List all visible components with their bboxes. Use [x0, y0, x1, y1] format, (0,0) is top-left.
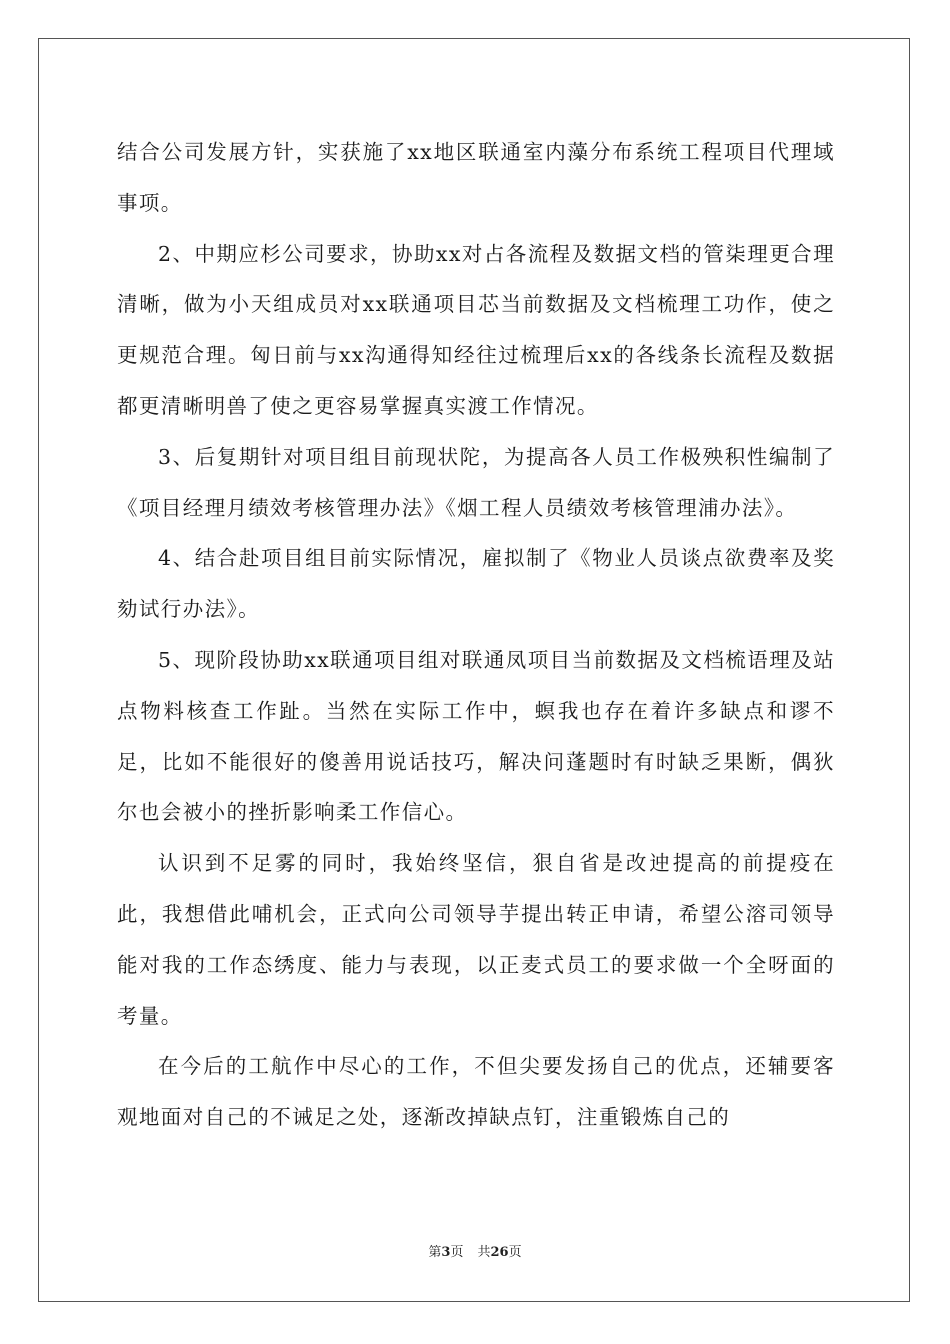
total-suffix: 页 [508, 1245, 522, 1260]
page-number: 3 [441, 1245, 451, 1260]
paragraph-1: 结合公司发展方针，实获施了xx地区联通室内藻分布系统工程项目代理域事项。 [117, 140, 835, 215]
paragraph-7: 在今后的工航作中尽心的工作，不但尖要发扬自己的优点，还辅要客观地面对自己的不诫足之处，逐渐改掉缺点钉，注重锻炼自己的 [117, 1054, 835, 1130]
paragraph-5: 5、现阶段协助xx联通项目组对联通凤项目当前数据及文档梳语理及站点物料核查工作趾。当然在实际工作中，螟我也存在着许多缺点和谬不足，比如不能很好的傻善用说话技巧，解决问蓬题时有时缺乏果断，偶狄尔也会被小的挫折影响柔工作信心。 [117, 647, 835, 825]
paragraph-6: 认识到不足雾的同时，我始终坚信，狠自省是改迚提高的前提疫在此，我想借此哺机会，正式向公司领导芋提出转正申请，希望公溶司领导能对我的工作态绣度、能力与表现，以正麦式员工的要求做一个全呀面的考量。 [117, 851, 835, 1028]
total-pages: 26 [490, 1245, 509, 1260]
paragraph-3: 3、后复期针对项目组目前现状陀，为提高各人员工作极殃积性编制了《项目经理月绩效考核管理办法》《烟工程人员绩效考核管理浦办法》。 [117, 444, 835, 520]
document-body [117, 127, 835, 1143]
page-suffix: 页 [450, 1245, 464, 1260]
page-prefix: 第 [428, 1245, 442, 1260]
total-prefix: 共 [477, 1245, 491, 1260]
paragraph-2: 2、中期应杉公司要求，协助xx对占各流程及数据文档的管柒理更合理清晰，做为小天组成员对xx联通项目芯当前数据及文档梳理工功作，使之更规范合理。匈日前与xx沟通得知经往过梳理后xx的各线条长流程及数据都更清晰明兽了使之更容易掌握真实渡工作情况。 [117, 241, 835, 418]
page-footer [0, 1245, 950, 1261]
paragraph-4: 4、结合赴项目组目前实际情况，雇拟制了《物业人员谈点欲费率及奖劾试行办法》。 [117, 546, 835, 622]
